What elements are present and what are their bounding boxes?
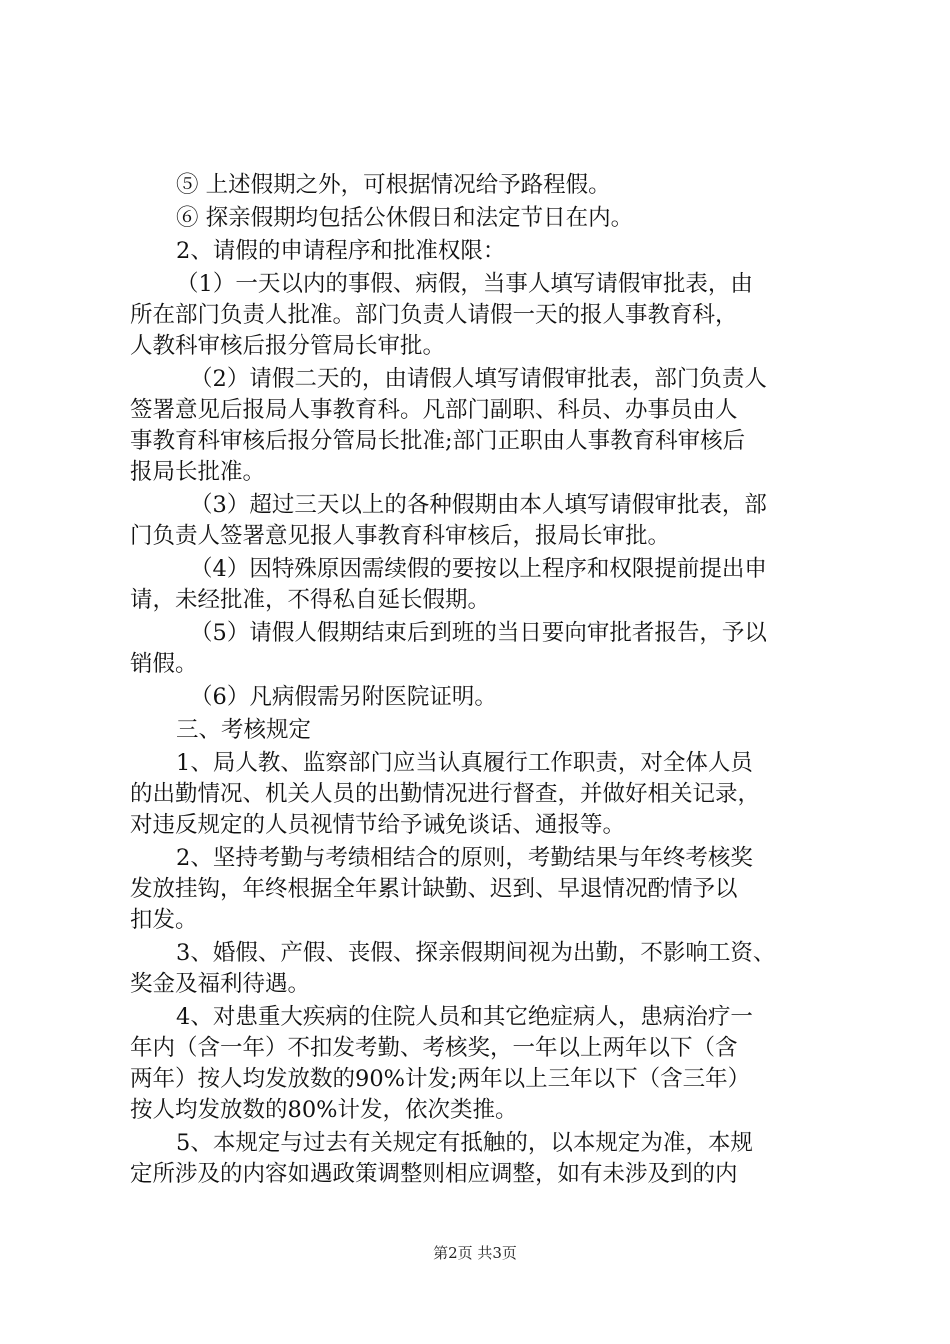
text-line: 按人均发放数的80%计发，依次类推。 [130, 1097, 518, 1123]
text-line: 扣发。 [130, 907, 198, 933]
text-line: 奖金及福利待遇。 [130, 971, 311, 997]
text-line: 2、请假的申请程序和批准权限： [176, 238, 506, 264]
paragraph [130, 203, 835, 234]
text-line: 签署意见后报局人事教育科。凡部门副职、科员、办事员由人 [130, 397, 738, 423]
text-line: 定所涉及的内容如遇政策调整则相应调整，如有未涉及到的内 [130, 1161, 738, 1187]
text-line: 2、坚持考勤与考绩相结合的原则，考勤结果与年终考核奖 [176, 845, 753, 871]
text-line: （3）超过三天以上的各种假期由本人填写请假审批表，部 [190, 492, 767, 518]
text-line: 三、考核规定 [176, 717, 312, 743]
text-line: ⑥ 探亲假期均包括公休假日和法定节日在内。 [176, 205, 634, 231]
paragraph [130, 269, 835, 362]
paragraph [130, 682, 835, 713]
text-line: 所在部门负责人批准。部门负责人请假一天的报人事教育科， [130, 302, 738, 328]
paragraph [130, 1002, 835, 1126]
paragraph [130, 748, 835, 841]
paragraph [130, 618, 835, 680]
text-line: 5、本规定与过去有关规定有抵触的，以本规定为准，本规 [176, 1130, 753, 1156]
paragraph [130, 843, 835, 936]
text-line: 门负责人签署意见报人事教育科审核后，报局长审批。 [130, 523, 671, 549]
text-line: （1）一天以内的事假、病假，当事人填写请假审批表，由 [176, 271, 753, 297]
text-line: 的出勤情况、机关人员的出勤情况进行督查，并做好相关记录， [130, 781, 761, 807]
text-line: 1、局人教、监察部门应当认真履行工作职责，对全体人员 [176, 750, 753, 776]
page-footer [0, 1243, 950, 1263]
text-line: 发放挂钩，年终根据全年累计缺勤、迟到、早退情况酌情予以 [130, 876, 738, 902]
text-line: （2）请假二天的，由请假人填写请假审批表，部门负责人 [190, 366, 767, 392]
paragraph [130, 554, 835, 616]
text-line: 请，未经批准，不得私自延长假期。 [130, 587, 491, 613]
paragraph [130, 1128, 835, 1190]
paragraph [130, 364, 835, 488]
text-line: 人教科审核后报分管局长审批。 [130, 333, 446, 359]
text-line: 销假。 [130, 651, 198, 677]
text-line: （4）因特殊原因需续假的要按以上程序和权限提前提出申 [190, 556, 767, 582]
text-line: 事教育科审核后报分管局长批准;部门正职由人事教育科审核后 [130, 428, 746, 454]
text-line: 年内（含一年）不扣发考勤、考核奖，一年以上两年以下（含 [130, 1035, 738, 1061]
text-line: 两年）按人均发放数的90%计发;两年以上三年以下（含三年） [130, 1066, 751, 1092]
text-line: 3、婚假、产假、丧假、探亲假期间视为出勤，不影响工资、 [176, 940, 776, 966]
paragraph [130, 715, 835, 746]
paragraph [130, 490, 835, 552]
paragraph [130, 170, 835, 201]
text-line: 4、对患重大疾病的住院人员和其它绝症病人，患病治疗一 [176, 1004, 753, 1030]
text-line: （5）请假人假期结束后到班的当日要向审批者报告，予以 [190, 620, 767, 646]
text-line: （6）凡病假需另附医院证明。 [190, 684, 497, 710]
page-number: 第2页 共3页 [433, 1244, 517, 1262]
paragraph [130, 938, 835, 1000]
text-line: 报局长批准。 [130, 459, 266, 485]
text-line: 对违反规定的人员视情节给予诫免谈话、通报等。 [130, 812, 626, 838]
text-line: ⑤ 上述假期之外，可根据情况给予路程假。 [176, 172, 611, 198]
document-body [130, 170, 835, 1192]
paragraph [130, 236, 835, 267]
